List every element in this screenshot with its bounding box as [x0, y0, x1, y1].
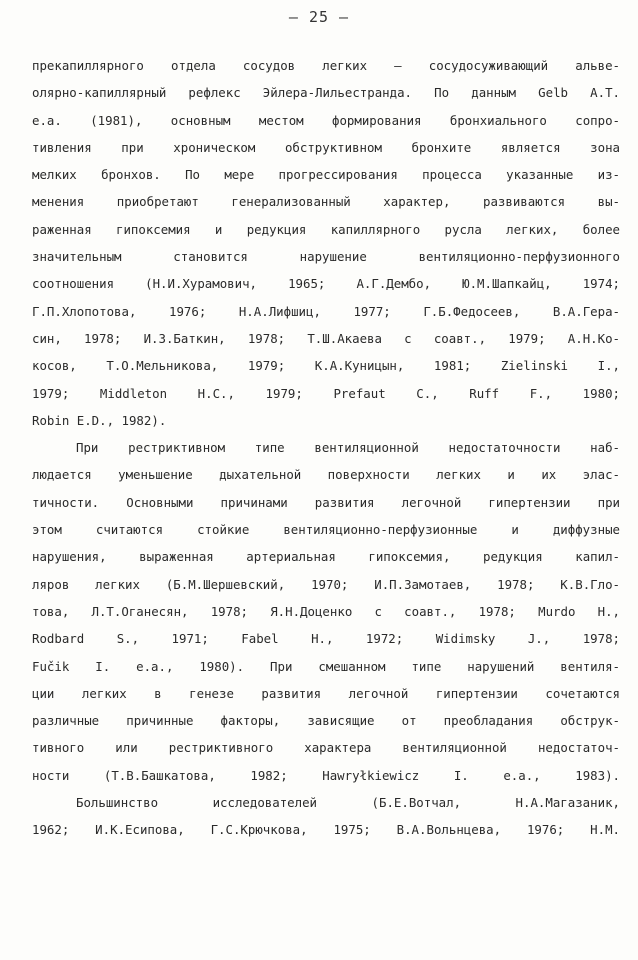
- text-line: Rodbard S., 1971; Fabel H., 1972; Widimsky J., 1978;: [32, 631, 620, 647]
- paragraph-1: [32, 52, 620, 434]
- text-line: тичности. Основными причинами развития легочной гипертензии при: [32, 494, 620, 510]
- text-line: ляров легких (Б.М.Шершевский, 1970; И.П.Замотаев, 1978; К.В.Гло-: [32, 576, 620, 592]
- text-line: людается уменьшение дыхательной поверхности легких и их элас-: [32, 467, 620, 483]
- text-line: e.a. (1981), основным местом формирования бронхиального сопро-: [32, 112, 620, 128]
- text-line: прекапиллярного отдела сосудов легких – сосудосуживающий альве-: [32, 58, 620, 73]
- text-line: мелких бронхов. По мере прогрессирования процесса указанные из-: [32, 167, 620, 183]
- text-line: ции легких в генезе развития легочной гипертензии сочетаются: [32, 685, 620, 701]
- text-line: тивного или рестриктивного характера вентиляционной недостаточ-: [32, 740, 620, 756]
- text-line: това, Л.Т.Оганесян, 1978; Я.Н.Доценко с соавт., 1978; Murdo H.,: [32, 603, 620, 619]
- text-line: Большинство исследователей (Б.Е.Вотчал, Н.А.Магазаник,: [76, 795, 620, 811]
- text-line: Fučik I. e.a., 1980). При смешанном типе нарушений вентиля-: [32, 658, 620, 674]
- text-line: раженная гипоксемия и редукция капиллярного русла легких, более: [32, 221, 620, 237]
- text-line: олярно-капиллярный рефлекс Эйлера-Лильестранда. По данным Gelb A.T.: [32, 85, 620, 101]
- text-line: тивления при хроническом обструктивном бронхите является зона: [32, 139, 620, 155]
- text-line: косов, Т.О.Мельникова, 1979; К.А.Куницын, 1981; Zielinski I.,: [32, 358, 620, 374]
- text-line: этом считаются стойкие вентиляционно-перфузионные и диффузные: [32, 522, 620, 538]
- text-line: различные причинные факторы, зависящие от преобладания обструк-: [32, 713, 620, 729]
- page-number: – 25 –: [288, 8, 350, 26]
- text-line: Г.П.Хлопотова, 1976; Н.А.Лифшиц, 1977; Г.Б.Федосеев, В.А.Гера-: [32, 303, 620, 319]
- text-line: нарушения, выраженная артериальная гипоксемия, редукция капил-: [32, 549, 620, 565]
- text-line: Robin E.D., 1982).: [32, 412, 167, 428]
- text-line: При рестриктивном типе вентиляционной недостаточности наб-: [76, 440, 620, 456]
- text-line: соотношения (Н.И.Хурамович, 1965; А.Г.Дембо, Ю.М.Шапкайц, 1974;: [32, 276, 620, 292]
- text-line: ности (Т.В.Башкатова, 1982; Hawryłkiewicz I. e.a., 1983).: [32, 767, 620, 783]
- text-line: значительным становится нарушение вентиляционно-перфузионного: [32, 249, 620, 265]
- text-line: 1962; И.К.Есипова, Г.С.Крючкова, 1975; В.А.Вольнцева, 1976; Н.М.: [32, 822, 620, 838]
- text-line: менения приобретают генерализованный характер, развиваются вы-: [32, 194, 620, 210]
- paragraph-3: [32, 789, 620, 844]
- text-line: син, 1978; И.З.Баткин, 1978; Т.Ш.Акаева с соавт., 1979; А.Н.Ко-: [32, 330, 620, 346]
- text-line: 1979; Middleton H.C., 1979; Prefaut C., Ruff F., 1980;: [32, 385, 620, 401]
- body-text: [32, 52, 620, 844]
- paragraph-2: [32, 434, 620, 789]
